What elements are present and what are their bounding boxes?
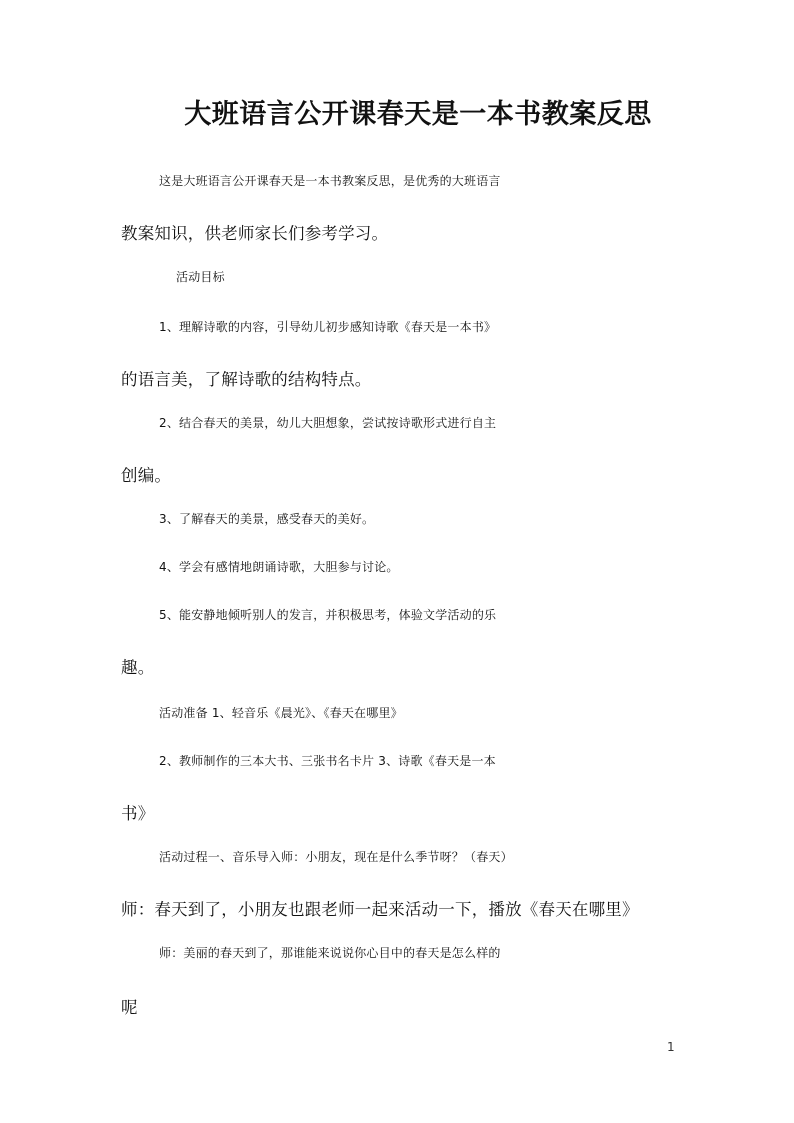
process-line-4: 呢 [121, 998, 138, 1017]
page-number: 1 [667, 1040, 675, 1054]
goal-1-line-1: 1、理解诗歌的内容，引导幼儿初步感知诗歌《春天是一本书》 [159, 320, 497, 334]
goal-2-line-1: 2、结合春天的美景，幼儿大胆想象，尝试按诗歌形式进行自主 [159, 416, 497, 430]
process-line-3: 师：美丽的春天到了，那谁能来说说你心目中的春天是怎么样的 [159, 946, 501, 960]
goals-heading: 活动目标 [176, 270, 225, 284]
preparation-2-line-1: 2、教师制作的三本大书、三张书名卡片 3、诗歌《春天是一本 [159, 754, 496, 768]
goal-5-line-1: 5、能安静地倾听别人的发言，并积极思考，体验文学活动的乐 [159, 608, 497, 622]
goal-2-line-2: 创编。 [121, 466, 172, 485]
process-line-1: 活动过程一、音乐导入师：小朋友，现在是什么季节呀？（春天） [159, 850, 513, 864]
goal-1-line-2: 的语言美，了解诗歌的结构特点。 [121, 370, 372, 389]
preparation-line-1: 活动准备 1、轻音乐《晨光》、《春天在哪里》 [159, 706, 403, 720]
goal-3: 3、了解春天的美景，感受春天的美好。 [159, 512, 375, 526]
preparation-2-line-2: 书》 [121, 804, 155, 823]
goal-4: 4、学会有感情地朗诵诗歌，大胆参与讨论。 [159, 560, 399, 574]
goal-5-line-2: 趣。 [121, 658, 155, 677]
process-line-2: 师：春天到了，小朋友也跟老师一起来活动一下，播放《春天在哪里》 [121, 900, 639, 919]
document-title: 大班语言公开课春天是一本书教案反思 [184, 99, 652, 130]
intro-line-2: 教案知识，供老师家长们参考学习。 [121, 224, 389, 243]
intro-line-1: 这是大班语言公开课春天是一本书教案反思，是优秀的大班语言 [159, 174, 501, 188]
